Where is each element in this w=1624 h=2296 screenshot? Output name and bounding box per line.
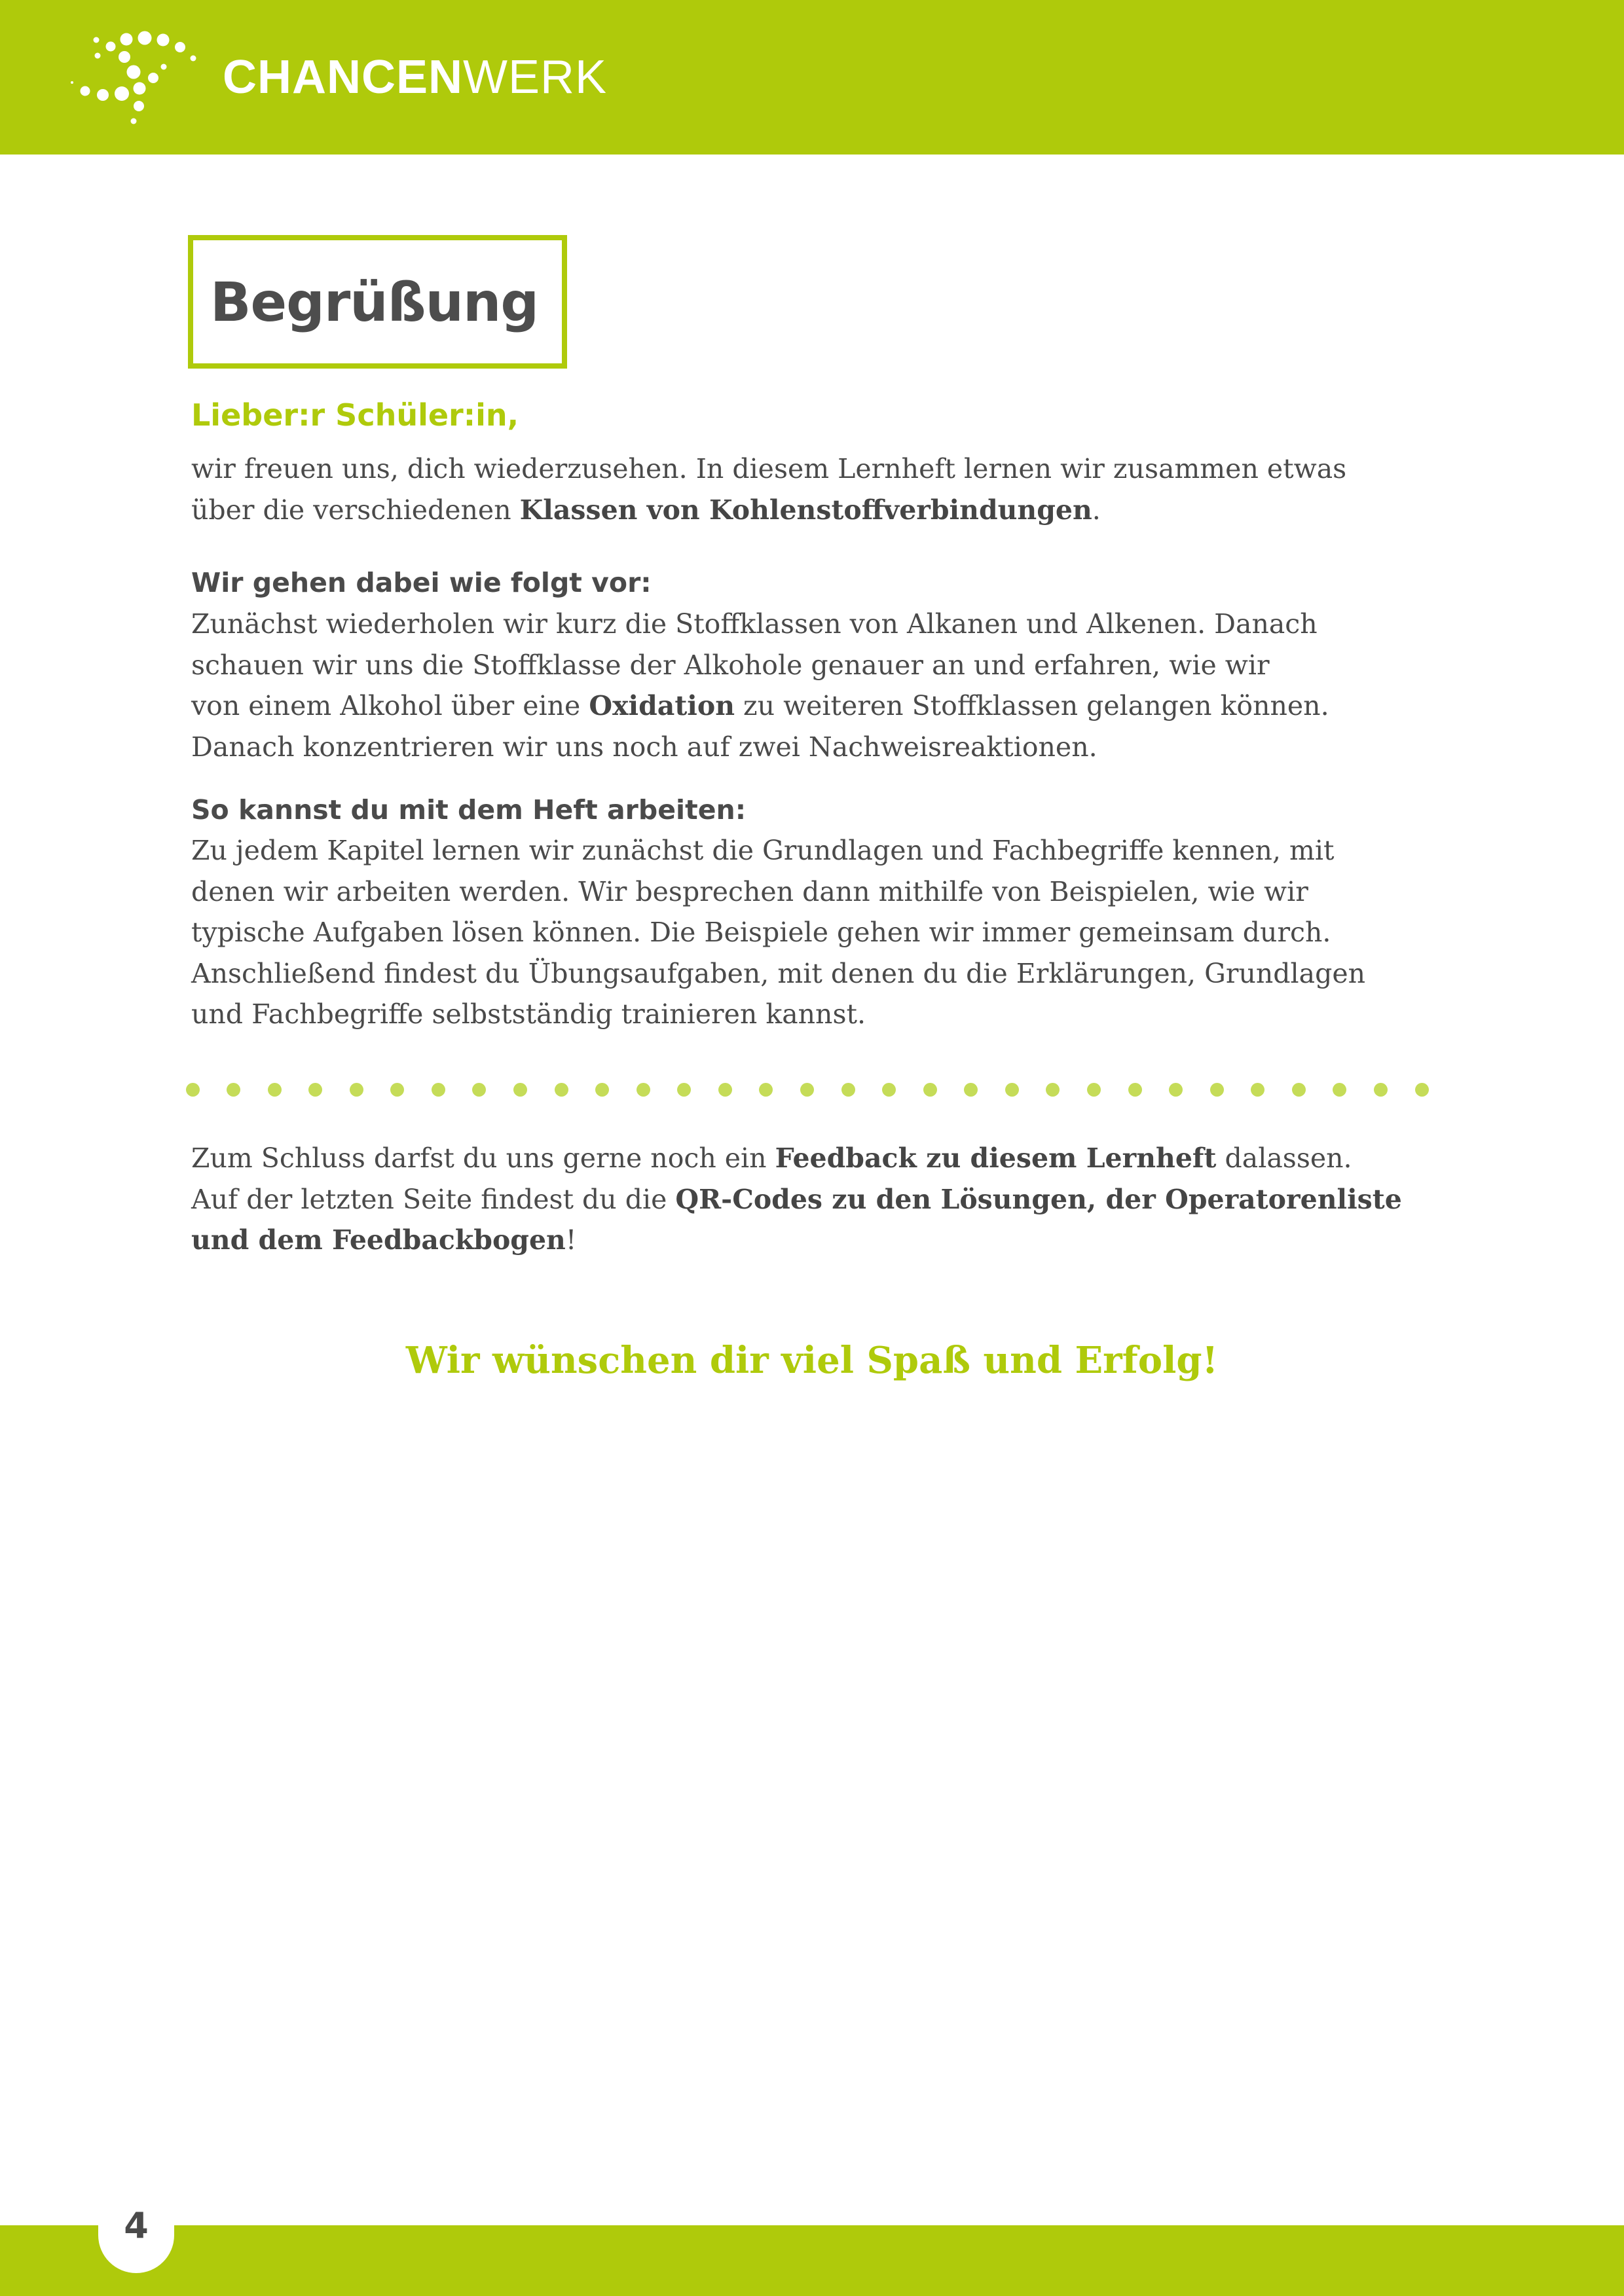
- divider-dot: [637, 1083, 650, 1097]
- divider-dot: [268, 1083, 282, 1097]
- text-run: denen wir arbeiten werden. Wir besprechen dann mithilfe von Beispielen, wie wir: [191, 875, 1308, 907]
- greeting: Lieber:r Schüler:in,: [191, 397, 519, 433]
- text-run: !: [565, 1224, 577, 1256]
- divider-dot: [759, 1083, 773, 1097]
- text-run: schauen wir uns die Stoffklasse der Alkohole genauer an und erfahren, wie wir: [191, 649, 1270, 681]
- divider-dot: [677, 1083, 691, 1097]
- divider-dot: [923, 1083, 937, 1097]
- divider-dot: [595, 1083, 609, 1097]
- divider-dot: [800, 1083, 814, 1097]
- page-footer: [0, 2225, 1624, 2296]
- divider-dot: [1333, 1083, 1346, 1097]
- text-line: [191, 685, 1435, 727]
- bold-text: Oxidation: [589, 690, 735, 721]
- text-line: [191, 1179, 1435, 1220]
- bold-text: QR-Codes zu den Lösungen, der Operatorenliste: [675, 1183, 1402, 1215]
- divider-dot: [350, 1083, 363, 1097]
- text-line: [191, 645, 1435, 686]
- text-run: über die verschiedenen: [191, 494, 520, 526]
- divider-dot: [472, 1083, 486, 1097]
- text-run: Anschließend findest du Übungsaufgaben, mit denen du die Erklärungen, Grundlagen: [191, 957, 1365, 989]
- dotted-divider: [0, 1083, 1624, 1097]
- text-run: wir freuen uns, dich wiederzusehen. In diesem Lernheft lernen wir zusammen etwas: [191, 453, 1347, 484]
- divider-dot: [1374, 1083, 1388, 1097]
- text-line: [191, 490, 1435, 531]
- divider-dot: [841, 1083, 855, 1097]
- text-run: Auf der letzten Seite findest du die: [191, 1183, 676, 1215]
- text-run: Zum Schluss darfst du uns gerne noch ein: [191, 1142, 775, 1174]
- intro-paragraph: [191, 448, 1435, 530]
- text-run: von einem Alkohol über eine: [191, 690, 589, 721]
- divider-dot: [1128, 1083, 1142, 1097]
- text-line: [191, 912, 1435, 953]
- text-run: Danach konzentrieren wir uns noch auf zwei Nachweisreaktionen.: [191, 731, 1098, 763]
- text-line: [191, 830, 1435, 871]
- divider-dot: [390, 1083, 404, 1097]
- text-run: dalassen.: [1216, 1142, 1352, 1174]
- feedback-paragraph: [191, 1138, 1435, 1261]
- divider-dot: [186, 1083, 200, 1097]
- brand-name-light: WERK: [463, 51, 607, 103]
- section-heading-usage: So kannst du mit dem Heft arbeiten:: [191, 794, 747, 826]
- text-line: [191, 871, 1435, 913]
- text-line: [191, 1138, 1435, 1179]
- page-title-box: [188, 235, 567, 369]
- bold-text: und dem Feedbackbogen: [191, 1224, 566, 1256]
- bold-text: Feedback zu diesem Lernheft: [775, 1142, 1217, 1174]
- divider-dot: [1005, 1083, 1019, 1097]
- text-line: [191, 953, 1435, 994]
- section-heading-procedure: Wir gehen dabei wie folgt vor:: [191, 567, 652, 598]
- page-header: [0, 0, 1624, 155]
- text-line: [191, 727, 1435, 768]
- divider-dot: [555, 1083, 568, 1097]
- divider-dot: [882, 1083, 896, 1097]
- text-run: zu weiteren Stoffklassen gelangen können.: [735, 690, 1329, 721]
- divider-dot: [432, 1083, 445, 1097]
- page-title: Begrüßung: [210, 272, 539, 334]
- text-run: Zu jedem Kapitel lernen wir zunächst die Grundlagen und Fachbegriffe kennen, mit: [191, 835, 1335, 866]
- divider-dot: [1169, 1083, 1183, 1097]
- closing-wish: Wir wünschen dir viel Spaß und Erfolg!: [405, 1339, 1219, 1382]
- page-number: 4: [124, 2205, 149, 2246]
- divider-dot: [964, 1083, 978, 1097]
- divider-dot: [1292, 1083, 1306, 1097]
- text-run: Zunächst wiederholen wir kurz die Stoffklassen von Alkanen und Alkenen. Danach: [191, 608, 1318, 640]
- divider-dot: [1046, 1083, 1060, 1097]
- text-run: .: [1092, 494, 1101, 526]
- text-line: [191, 1220, 1435, 1261]
- divider-dot: [227, 1083, 240, 1097]
- divider-dot: [1251, 1083, 1264, 1097]
- divider-dot: [1210, 1083, 1224, 1097]
- divider-dot: [1415, 1083, 1429, 1097]
- bold-text: Klassen von Kohlenstoffverbindungen: [519, 494, 1092, 526]
- chancenwerk-logo-icon: [65, 26, 203, 131]
- divider-dot: [308, 1083, 322, 1097]
- brand-logo-text: [223, 51, 607, 103]
- text-run: typische Aufgaben lösen können. Die Beispiele gehen wir immer gemeinsam durch.: [191, 917, 1331, 948]
- brand-name-bold: CHANCEN: [223, 51, 463, 103]
- divider-dot: [718, 1083, 732, 1097]
- usage-paragraph: [191, 830, 1435, 1035]
- text-line: [191, 604, 1435, 645]
- divider-dot: [513, 1083, 527, 1097]
- text-line: [191, 448, 1435, 490]
- divider-dot: [1087, 1083, 1101, 1097]
- procedure-paragraph: [191, 604, 1435, 767]
- text-run: und Fachbegriffe selbstständig trainieren kannst.: [191, 998, 866, 1030]
- text-line: [191, 994, 1435, 1035]
